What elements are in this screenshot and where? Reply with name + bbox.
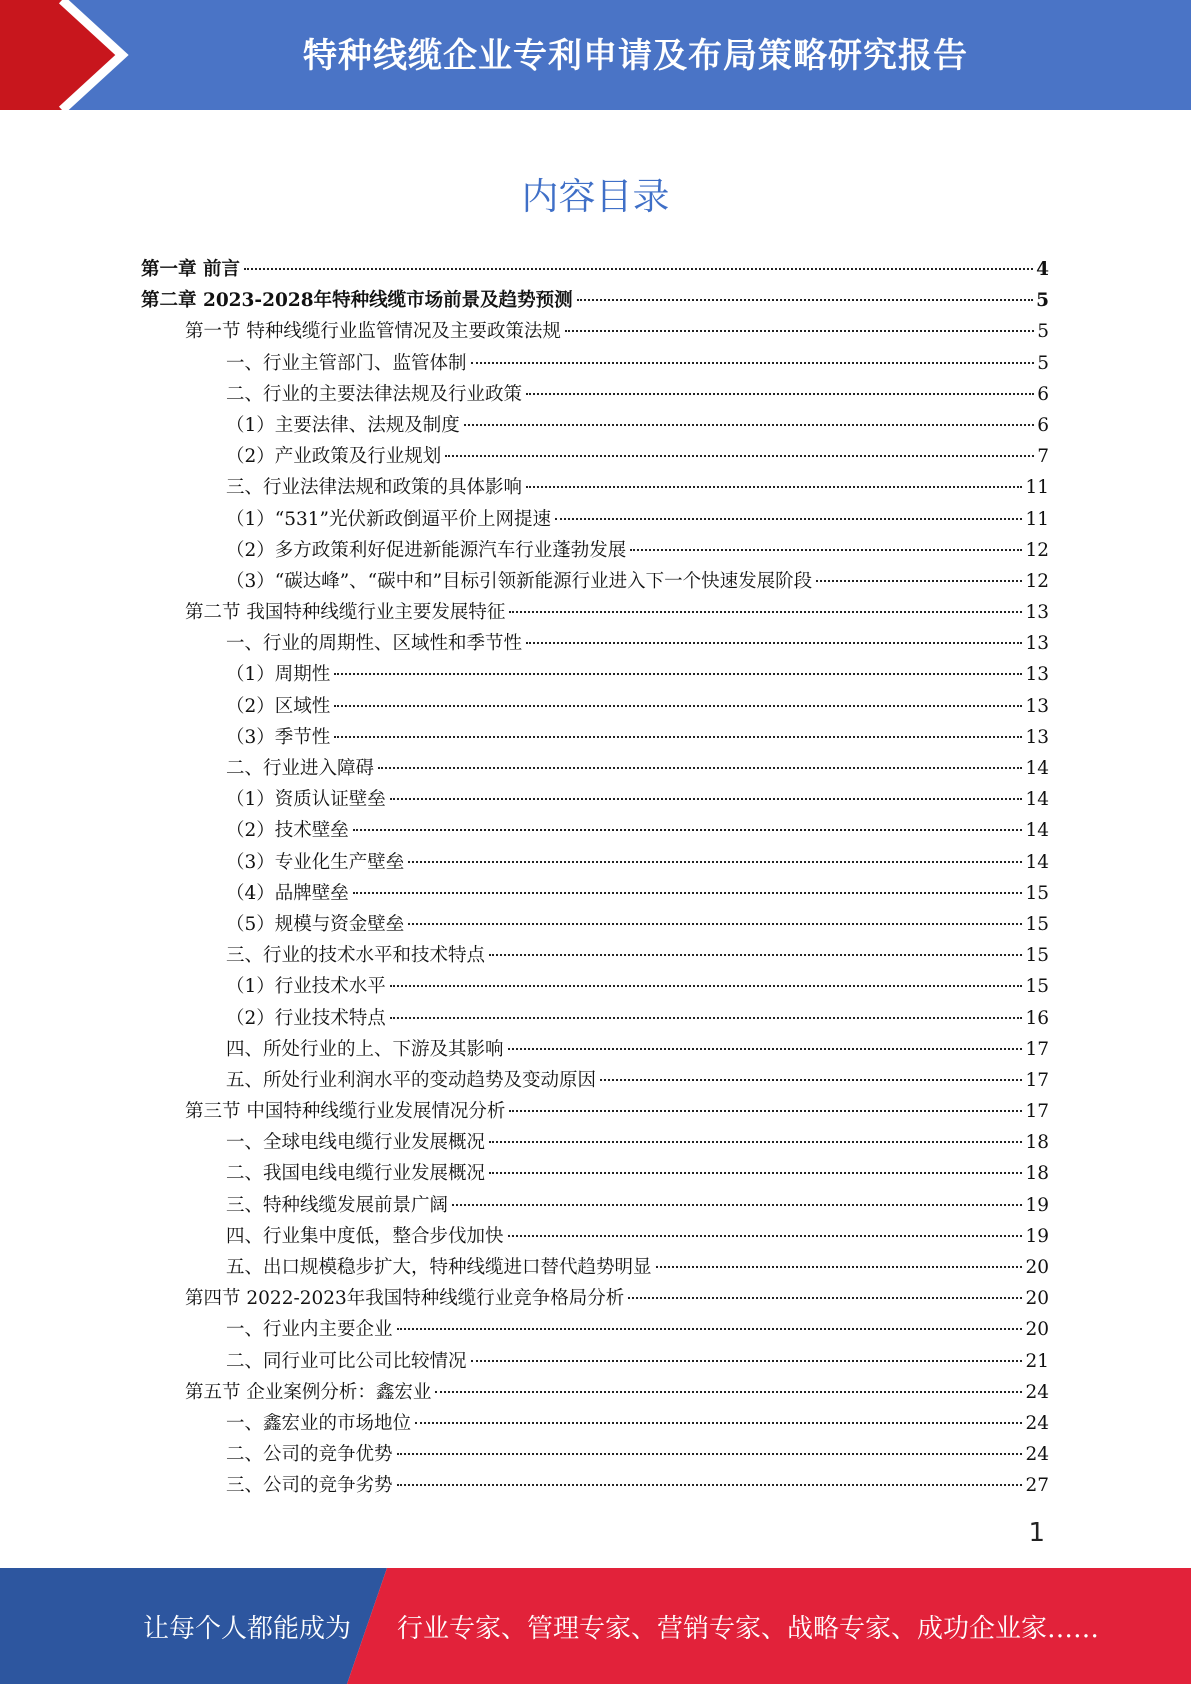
toc-entry-label: （3）专业化生产壁垒 xyxy=(226,851,405,873)
toc-entry[interactable] xyxy=(141,1034,1049,1065)
toc-entry-page: 18 xyxy=(1025,1132,1049,1154)
toc-dot-leader xyxy=(526,393,1034,395)
toc-entry-label: （3）季节性 xyxy=(226,726,331,748)
toc-entry-page: 14 xyxy=(1025,851,1049,873)
toc-dot-leader xyxy=(408,861,1022,863)
toc-entry-page: 17 xyxy=(1025,1038,1049,1060)
toc-dot-leader xyxy=(509,1110,1022,1112)
toc-entry-label: 二、公司的竞争优势 xyxy=(226,1444,393,1466)
toc-entry[interactable] xyxy=(141,909,1049,940)
toc-entry-label: （2）行业技术特点 xyxy=(226,1007,386,1029)
toc-entry-page: 24 xyxy=(1025,1381,1049,1403)
toc-entry-page: 15 xyxy=(1025,945,1049,967)
toc-entry-label: 一、行业内主要企业 xyxy=(226,1319,393,1341)
toc-dot-leader xyxy=(565,330,1034,332)
toc-entry-page: 13 xyxy=(1025,664,1049,686)
toc-entry-label: 三、行业的技术水平和技术特点 xyxy=(226,945,486,967)
footer-banner xyxy=(0,1568,1191,1684)
toc-entry-label: （1）资质认证壁垒 xyxy=(226,789,386,811)
toc-dot-leader xyxy=(555,518,1022,520)
toc-entry[interactable] xyxy=(141,628,1049,659)
toc-entry[interactable] xyxy=(141,659,1049,690)
toc-entry[interactable] xyxy=(141,1283,1049,1314)
toc-dot-leader xyxy=(489,1141,1022,1143)
toc-dot-leader xyxy=(508,1235,1023,1237)
toc-entry-label: （2）技术壁垒 xyxy=(226,820,349,842)
toc-dot-leader xyxy=(353,829,1023,831)
toc-entry[interactable] xyxy=(141,1096,1049,1127)
toc-entry-label: 三、行业法律法规和政策的具体影响 xyxy=(226,477,523,499)
toc-entry[interactable] xyxy=(141,472,1049,503)
toc-entry-label: 二、我国电线电缆行业发展概况 xyxy=(226,1163,486,1185)
toc-dot-leader xyxy=(397,1453,1023,1455)
toc-entry-page: 17 xyxy=(1025,1101,1049,1123)
toc-dot-leader xyxy=(600,1079,1022,1081)
toc-dot-leader xyxy=(378,767,1022,769)
toc-entry[interactable] xyxy=(141,316,1049,347)
toc-entry-page: 11 xyxy=(1025,508,1049,530)
toc-entry-page: 16 xyxy=(1025,1007,1049,1029)
toc-entry[interactable] xyxy=(141,254,1049,285)
toc-entry-page: 12 xyxy=(1025,539,1049,561)
toc-entry-label: （1）周期性 xyxy=(226,664,331,686)
toc-entry[interactable] xyxy=(141,1221,1049,1252)
toc-entry[interactable] xyxy=(141,1408,1049,1439)
toc-entry[interactable] xyxy=(141,1314,1049,1345)
toc-entry-label: 四、行业集中度低，整合步伐加快 xyxy=(226,1225,504,1247)
page-number: 1 xyxy=(1028,1518,1045,1548)
toc-entry[interactable] xyxy=(141,1252,1049,1283)
toc-entry[interactable] xyxy=(141,348,1049,379)
toc-entry-page: 20 xyxy=(1025,1319,1049,1341)
toc-entry[interactable] xyxy=(141,1127,1049,1158)
toc-dot-leader xyxy=(526,642,1022,644)
toc-dot-leader xyxy=(628,1297,1022,1299)
toc-entry-page: 19 xyxy=(1025,1194,1049,1216)
toc-entry-page: 5 xyxy=(1037,321,1049,343)
toc-entry[interactable] xyxy=(141,815,1049,846)
toc-entry-label: 四、所处行业的上、下游及其影响 xyxy=(226,1038,504,1060)
toc-entry-page: 6 xyxy=(1037,383,1049,405)
toc-entry[interactable] xyxy=(141,1003,1049,1034)
toc-entry[interactable] xyxy=(141,566,1049,597)
toc-entry-label: 第二章 2023-2028年特种线缆市场前景及趋势预测 xyxy=(141,290,573,312)
toc-entry[interactable] xyxy=(141,1377,1049,1408)
toc-entry[interactable] xyxy=(141,847,1049,878)
toc-entry[interactable] xyxy=(141,441,1049,472)
toc-dot-leader xyxy=(390,985,1023,987)
toc-entry-label: 五、所处行业利润水平的变动趋势及变动原因 xyxy=(226,1069,597,1091)
toc-list xyxy=(141,254,1049,1502)
toc-entry-page: 15 xyxy=(1025,913,1049,935)
toc-entry-page: 13 xyxy=(1025,695,1049,717)
toc-dot-leader xyxy=(489,1172,1022,1174)
toc-entry[interactable] xyxy=(141,1439,1049,1470)
toc-entry-page: 19 xyxy=(1025,1225,1049,1247)
toc-entry[interactable] xyxy=(141,691,1049,722)
toc-dot-leader xyxy=(397,1484,1023,1486)
toc-dot-leader xyxy=(509,611,1022,613)
toc-entry[interactable] xyxy=(141,379,1049,410)
toc-dot-leader xyxy=(390,798,1023,800)
toc-entry-label: 三、特种线缆发展前景广阔 xyxy=(226,1194,449,1216)
footer-slogan-right: 行业专家、管理专家、营销专家、战略专家、成功企业家…… xyxy=(397,1614,1100,1644)
toc-entry[interactable] xyxy=(141,504,1049,535)
toc-entry[interactable] xyxy=(141,971,1049,1002)
toc-entry[interactable] xyxy=(141,410,1049,441)
toc-entry-page: 18 xyxy=(1025,1163,1049,1185)
toc-entry-label: 第一章 前言 xyxy=(141,259,240,280)
toc-entry-page: 20 xyxy=(1025,1257,1049,1278)
toc-entry-page: 14 xyxy=(1025,758,1049,779)
toc-dot-leader xyxy=(244,268,1033,270)
toc-dot-leader xyxy=(408,923,1022,925)
toc-entry-label: 三、公司的竞争劣势 xyxy=(226,1475,393,1497)
toc-entry-label: 第一节 特种线缆行业监管情况及主要政策法规 xyxy=(185,321,561,343)
toc-entry-page: 27 xyxy=(1025,1475,1049,1497)
toc-entry-label: 第四节 2022-2023年我国特种线缆行业竞争格局分析 xyxy=(185,1288,625,1310)
toc-entry[interactable] xyxy=(141,1346,1049,1377)
toc-entry-label: （2）产业政策及行业规划 xyxy=(226,446,442,468)
toc-dot-leader xyxy=(334,673,1022,675)
toc-entry-label: 第三节 中国特种线缆行业发展情况分析 xyxy=(185,1101,506,1123)
toc-entry-page: 15 xyxy=(1025,882,1049,904)
toc-entry-label: （5）规模与资金壁垒 xyxy=(226,913,405,935)
toc-dot-leader xyxy=(577,299,1034,301)
toc-entry-label: （2）区域性 xyxy=(226,695,331,717)
toc-entry-label: （1）“531”光伏新政倒逼平价上网提速 xyxy=(226,508,551,530)
toc-dot-leader xyxy=(816,580,1022,582)
toc-entry-label: 第二节 我国特种线缆行业主要发展特征 xyxy=(185,602,506,624)
toc-entry-page: 21 xyxy=(1025,1350,1049,1372)
toc-entry[interactable] xyxy=(141,1065,1049,1096)
header-banner xyxy=(0,0,1191,110)
toc-dot-leader xyxy=(656,1266,1023,1268)
toc-entry-label: （1）行业技术水平 xyxy=(226,976,386,998)
toc-entry-label: 二、行业进入障碍 xyxy=(226,758,375,779)
toc-entry[interactable] xyxy=(141,1158,1049,1189)
toc-entry-label: 一、全球电线电缆行业发展概况 xyxy=(226,1132,486,1154)
toc-entry-page: 15 xyxy=(1025,976,1049,998)
toc-entry[interactable] xyxy=(141,878,1049,909)
toc-entry-page: 17 xyxy=(1025,1069,1049,1091)
toc-entry-label: （4）品牌壁垒 xyxy=(226,882,349,904)
toc-dot-leader xyxy=(471,1360,1023,1362)
toc-dot-leader xyxy=(508,1048,1023,1050)
toc-entry[interactable] xyxy=(141,940,1049,971)
toc-entry-label: 一、行业主管部门、监管体制 xyxy=(226,352,467,374)
toc-entry-page: 24 xyxy=(1025,1444,1049,1466)
toc-dot-leader xyxy=(471,362,1034,364)
toc-dot-leader xyxy=(397,1328,1023,1330)
toc-entry-label: （3）“碳达峰”、“碳中和”目标引领新能源行业进入下一个快速发展阶段 xyxy=(226,570,813,592)
toc-title: 内容目录 xyxy=(521,175,670,218)
toc-entry[interactable] xyxy=(141,535,1049,566)
toc-entry-page: 4 xyxy=(1036,259,1049,280)
toc-dot-leader xyxy=(334,736,1022,738)
toc-entry-page: 5 xyxy=(1036,290,1049,312)
toc-entry-page: 12 xyxy=(1025,570,1049,592)
toc-entry-label: （1）主要法律、法规及制度 xyxy=(226,414,460,436)
toc-entry-page: 14 xyxy=(1025,820,1049,842)
toc-dot-leader xyxy=(334,705,1022,707)
toc-entry-page: 14 xyxy=(1025,789,1049,811)
toc-entry[interactable] xyxy=(141,1470,1049,1501)
toc-dot-leader xyxy=(445,455,1034,457)
header-arrow-decoration xyxy=(0,0,160,110)
toc-dot-leader xyxy=(452,1204,1022,1206)
toc-dot-leader xyxy=(489,954,1022,956)
toc-entry-page: 24 xyxy=(1025,1412,1049,1434)
toc-dot-leader xyxy=(526,486,1022,488)
footer-slogan-left: 让每个人都能成为 xyxy=(143,1614,352,1644)
toc-dot-leader xyxy=(464,424,1034,426)
toc-entry-page: 7 xyxy=(1037,446,1049,468)
toc-entry[interactable] xyxy=(141,597,1049,628)
report-title: 特种线缆企业专利申请及布局策略研究报告 xyxy=(303,36,968,76)
toc-entry-page: 13 xyxy=(1025,633,1049,655)
toc-entry[interactable] xyxy=(141,285,1049,316)
toc-entry[interactable] xyxy=(141,722,1049,753)
toc-entry-label: 五、出口规模稳步扩大，特种线缆进口替代趋势明显 xyxy=(226,1257,652,1278)
toc-entry-label: 一、行业的周期性、区域性和季节性 xyxy=(226,633,523,655)
toc-dot-leader xyxy=(390,1017,1023,1019)
toc-entry[interactable] xyxy=(141,753,1049,784)
toc-entry-page: 6 xyxy=(1037,414,1049,436)
toc-entry[interactable] xyxy=(141,1190,1049,1221)
toc-entry-page: 13 xyxy=(1025,726,1049,748)
toc-entry-label: （2）多方政策利好促进新能源汽车行业蓬勃发展 xyxy=(226,539,627,561)
toc-entry-page: 11 xyxy=(1025,477,1049,499)
toc-dot-leader xyxy=(353,892,1023,894)
toc-dot-leader xyxy=(415,1422,1022,1424)
toc-entry-label: 二、行业的主要法律法规及行业政策 xyxy=(226,383,523,405)
toc-entry-label: 一、鑫宏业的市场地位 xyxy=(226,1412,412,1434)
toc-entry-page: 20 xyxy=(1025,1288,1049,1310)
toc-entry[interactable] xyxy=(141,784,1049,815)
toc-entry-label: 第五节 企业案例分析：鑫宏业 xyxy=(185,1381,432,1403)
toc-entry-label: 二、同行业可比公司比较情况 xyxy=(226,1350,467,1372)
toc-dot-leader xyxy=(435,1391,1022,1393)
toc-dot-leader xyxy=(630,549,1022,551)
toc-entry-page: 13 xyxy=(1025,602,1049,624)
toc-entry-page: 5 xyxy=(1037,352,1049,374)
